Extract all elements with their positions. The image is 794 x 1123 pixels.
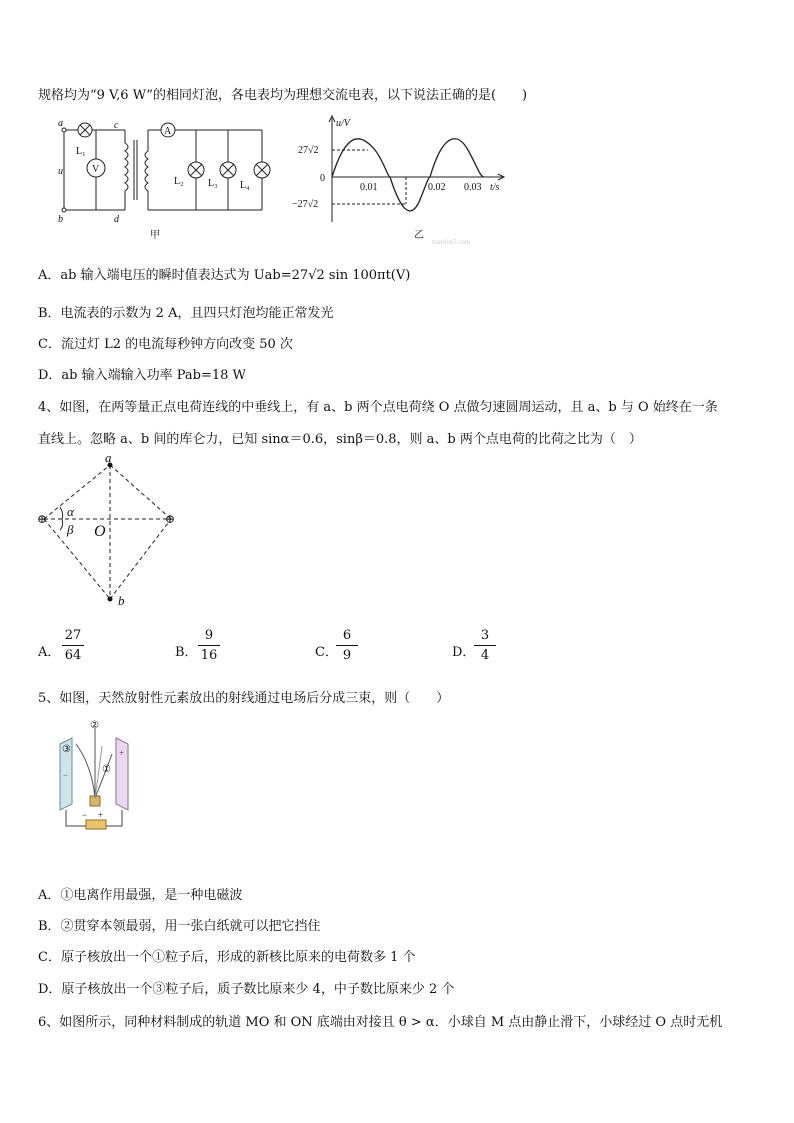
q4-option-d-label: D． xyxy=(452,645,476,660)
fraction-denominator: 9 xyxy=(342,648,352,663)
fraction-numerator: 9 xyxy=(204,628,214,643)
battery-plus: + xyxy=(98,810,104,820)
fraction-numerator: 27 xyxy=(64,628,82,643)
fraction-denominator: 4 xyxy=(480,648,490,663)
fraction-denominator: 64 xyxy=(64,648,82,663)
q4-option-d-fraction xyxy=(474,628,496,663)
alpha-label: α xyxy=(67,504,74,519)
q3-stem: 规格均为“9 V,6 W”的相同灯泡，各电表均为理想交流电表，以下说法正确的是( ) xyxy=(38,88,528,103)
tick-003: 0.03 xyxy=(464,182,482,193)
right-plate-plus: + xyxy=(119,748,125,758)
q5-stem: 5、如图，天然放射性元素放出的射线通过电场后分成三束，则（ ） xyxy=(38,691,450,706)
q4-option-c-fraction xyxy=(336,628,358,663)
label-d: d xyxy=(114,214,119,225)
q4-option-a-fraction xyxy=(62,628,84,663)
fraction-denominator: 16 xyxy=(200,648,218,663)
y-top-label: 27√2 xyxy=(298,145,319,156)
label-l4: L₄ xyxy=(240,180,250,191)
charge-a-label: a xyxy=(105,452,112,465)
q3-circuit-figure xyxy=(50,118,280,252)
q4-stem-line1: 4、如图，在两等量正点电荷连线的中垂线上，有 a、b 两个点电荷绕 O 点做匀速圆周运动，且 a、b 与 O 始终在一条 xyxy=(38,400,718,415)
fraction-numerator: 6 xyxy=(342,628,352,643)
q6-stem: 6、如图所示，同种材料制成的轨道 MO 和 ON 底端由对接且 θ > α．小球自 M 点由静止滑下，小球经过 O 点时无机 xyxy=(38,1015,723,1030)
label-c: c xyxy=(114,120,119,131)
label-l3: L₃ xyxy=(208,178,218,189)
q5-option-d: D．原子核放出一个③粒子后，质子数比原来少 4，中子数比原来少 2 个 xyxy=(38,982,455,997)
tick-001: 0.01 xyxy=(360,182,378,193)
voltmeter-label: V xyxy=(92,164,100,175)
right-positive-charge: ⊕ xyxy=(165,512,176,526)
q5-radiation-figure xyxy=(52,716,142,840)
q5-option-a: A．①电离作用最强，是一种电磁波 xyxy=(38,888,243,903)
caption-jia: 甲 xyxy=(150,230,160,241)
label-l2: L₂ xyxy=(174,176,184,187)
left-positive-charge: ⊕ xyxy=(37,512,48,526)
charge-b-label: b xyxy=(118,593,125,608)
ray-2-label: ② xyxy=(90,720,99,731)
fraction-numerator: 3 xyxy=(480,628,490,643)
q4-charge-figure xyxy=(34,452,194,616)
caption-yi: 乙 xyxy=(414,230,424,241)
q3-option-c: C．流过灯 L2 的电流每秒钟方向改变 50 次 xyxy=(38,337,293,352)
battery-minus: − xyxy=(82,810,88,820)
q5-option-c: C．原子核放出一个①粒子后，形成的新核比原来的电荷数多 1 个 xyxy=(38,950,416,965)
q3-option-a: A．ab 输入端电压的瞬时值表达式为 Uab=27√2 sin 100πt(V) xyxy=(38,268,411,283)
q4-option-c-label: C． xyxy=(315,645,338,660)
label-b: b xyxy=(58,214,63,225)
y-axis-label: u/V xyxy=(336,118,350,129)
ray-1-label: ① xyxy=(102,764,111,775)
origin-label: 0 xyxy=(320,173,325,184)
ray-3-label: ③ xyxy=(62,744,71,755)
q4-option-b-fraction xyxy=(198,628,220,663)
beta-label: β xyxy=(67,522,74,537)
q4-stem-line2: 直线上。忽略 a、b 间的库仑力，已知 sinα＝0.6，sinβ＝0.8，则 a、b 两个点电荷的比荷之比为（ ） xyxy=(38,432,642,447)
q5-option-b: B．②贯穿本领最弱，用一张白纸就可以把它挡住 xyxy=(38,919,321,934)
q3-option-b: B．电流表的示数为 2 A，且四只灯泡均能正常发光 xyxy=(38,306,334,321)
center-o-label: O xyxy=(94,523,106,540)
label-a: a xyxy=(58,118,63,129)
q4-option-a-label: A． xyxy=(38,645,61,660)
q3-waveform-figure xyxy=(288,112,518,251)
ammeter-label: A xyxy=(164,126,172,137)
y-bottom-label: −27√2 xyxy=(292,199,319,210)
left-plate-minus: − xyxy=(63,770,69,780)
q4-option-b-label: B． xyxy=(175,645,198,660)
label-l1: L₁ xyxy=(76,146,86,157)
x-axis-label: t/s xyxy=(490,182,500,193)
watermark: manfen5.com xyxy=(432,238,471,246)
q3-option-d: D．ab 输入端输入功率 Pab=18 W xyxy=(38,368,246,383)
tick-002: 0.02 xyxy=(428,182,446,193)
label-u: u xyxy=(58,166,63,177)
